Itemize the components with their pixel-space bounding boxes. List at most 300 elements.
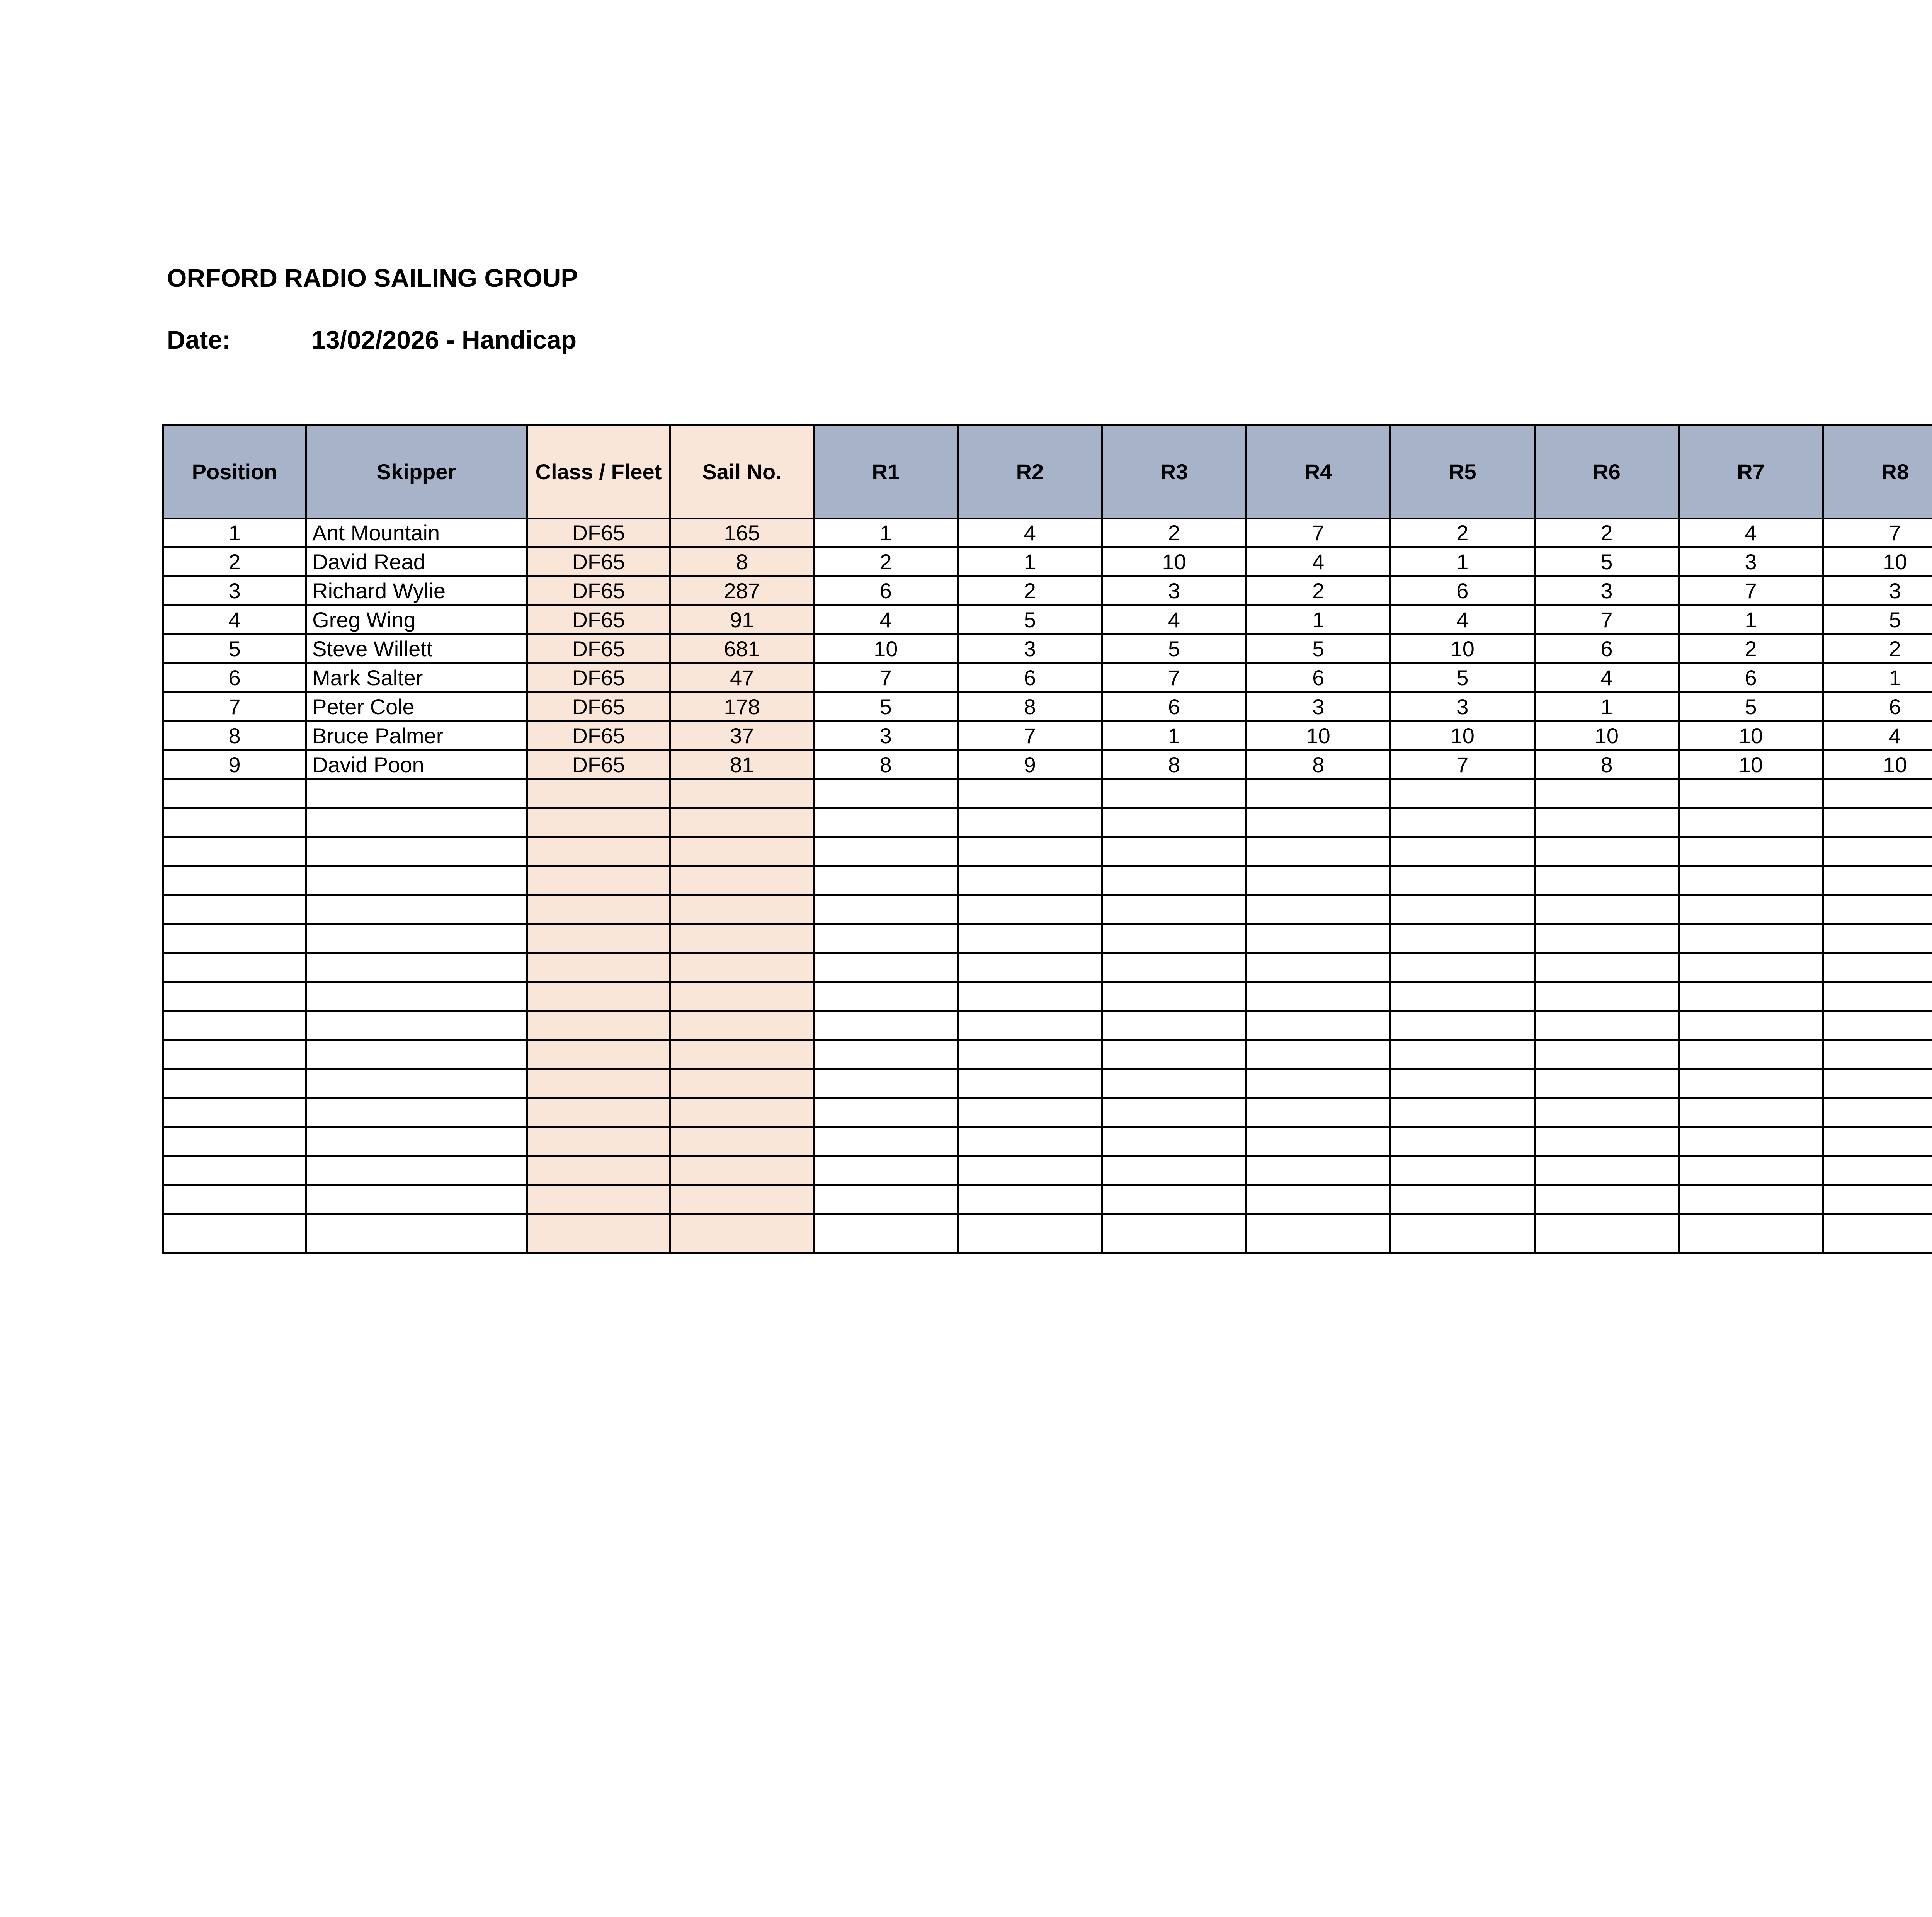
cell-r2 <box>958 780 1102 809</box>
header-r4: R4 <box>1246 426 1390 519</box>
cell-skipper <box>306 838 527 867</box>
cell-r7 <box>1679 1185 1823 1214</box>
cell-skipper <box>306 1098 527 1127</box>
cell-r2 <box>958 1011 1102 1040</box>
table-row <box>163 722 1932 751</box>
header-skipper: Skipper <box>306 426 527 519</box>
cell-r2 <box>958 1127 1102 1156</box>
cell-position <box>163 809 306 838</box>
cell-r8 <box>1823 838 1932 867</box>
cell-r3 <box>1102 1185 1246 1214</box>
table-row <box>163 780 1932 809</box>
cell-r6 <box>1534 982 1679 1011</box>
cell-r7 <box>1679 1011 1823 1040</box>
cell-r3 <box>1102 1156 1246 1185</box>
cell-position <box>163 1156 306 1185</box>
cell-r6: 8 <box>1534 751 1679 780</box>
cell-r8 <box>1823 1214 1932 1253</box>
table-row <box>163 1185 1932 1214</box>
cell-r2: 8 <box>958 693 1102 722</box>
cell-r5 <box>1390 809 1534 838</box>
cell-r3 <box>1102 867 1246 896</box>
cell-r2: 9 <box>958 751 1102 780</box>
cell-sail-no <box>670 1185 814 1214</box>
cell-position <box>163 1185 306 1214</box>
cell-r4: 2 <box>1246 577 1390 606</box>
cell-skipper: Ant Mountain <box>306 519 527 548</box>
cell-r3 <box>1102 924 1246 953</box>
cell-r5: 10 <box>1390 722 1534 751</box>
cell-r6: 6 <box>1534 635 1679 664</box>
cell-skipper <box>306 1040 527 1069</box>
cell-r4 <box>1246 1214 1390 1253</box>
cell-skipper: Peter Cole <box>306 693 527 722</box>
cell-r1 <box>814 780 958 809</box>
cell-sail-no <box>670 809 814 838</box>
cell-r3 <box>1102 1069 1246 1098</box>
cell-skipper: Steve Willett <box>306 635 527 664</box>
cell-skipper <box>306 1185 527 1214</box>
cell-r3 <box>1102 780 1246 809</box>
cell-r6 <box>1534 1011 1679 1040</box>
cell-r5 <box>1390 1156 1534 1185</box>
cell-r3 <box>1102 953 1246 982</box>
cell-position <box>163 867 306 896</box>
cell-r4 <box>1246 780 1390 809</box>
cell-sail-no <box>670 780 814 809</box>
cell-r5 <box>1390 924 1534 953</box>
cell-r7 <box>1679 924 1823 953</box>
cell-position <box>163 1040 306 1069</box>
table-row <box>163 519 1932 548</box>
cell-position: 9 <box>163 751 306 780</box>
table-header-row <box>163 426 1932 519</box>
cell-r5 <box>1390 982 1534 1011</box>
cell-r5 <box>1390 1098 1534 1127</box>
cell-r7 <box>1679 1127 1823 1156</box>
cell-r2: 2 <box>958 577 1102 606</box>
cell-r5: 2 <box>1390 519 1534 548</box>
cell-class-fleet <box>527 1127 670 1156</box>
cell-sail-no <box>670 1011 814 1040</box>
cell-r7: 7 <box>1679 577 1823 606</box>
cell-skipper: Greg Wing <box>306 606 527 635</box>
cell-class-fleet: DF65 <box>527 548 670 577</box>
cell-skipper: Richard Wylie <box>306 577 527 606</box>
cell-r4 <box>1246 1185 1390 1214</box>
cell-r4 <box>1246 809 1390 838</box>
cell-sail-no <box>670 896 814 924</box>
cell-r8: 4 <box>1823 722 1932 751</box>
cell-sail-no: 681 <box>670 635 814 664</box>
cell-r2 <box>958 1156 1102 1185</box>
cell-r4: 4 <box>1246 548 1390 577</box>
cell-r5 <box>1390 867 1534 896</box>
cell-r2 <box>958 1040 1102 1069</box>
cell-skipper <box>306 1156 527 1185</box>
table-row <box>163 606 1932 635</box>
table-row <box>163 664 1932 693</box>
cell-skipper: David Read <box>306 548 527 577</box>
cell-r1: 6 <box>814 577 958 606</box>
cell-r1 <box>814 924 958 953</box>
cell-r6: 4 <box>1534 664 1679 693</box>
cell-r3 <box>1102 1011 1246 1040</box>
cell-position <box>163 953 306 982</box>
cell-r6: 1 <box>1534 693 1679 722</box>
cell-r5 <box>1390 1127 1534 1156</box>
cell-r4 <box>1246 1069 1390 1098</box>
header-r7: R7 <box>1679 426 1823 519</box>
cell-r4 <box>1246 867 1390 896</box>
cell-r4: 6 <box>1246 664 1390 693</box>
cell-class-fleet: DF65 <box>527 519 670 548</box>
cell-sail-no <box>670 924 814 953</box>
table-row <box>163 953 1932 982</box>
cell-r1: 4 <box>814 606 958 635</box>
cell-r2: 5 <box>958 606 1102 635</box>
cell-r7: 2 <box>1679 635 1823 664</box>
cell-r7 <box>1679 982 1823 1011</box>
cell-r8 <box>1823 982 1932 1011</box>
cell-r3 <box>1102 809 1246 838</box>
cell-r7 <box>1679 1098 1823 1127</box>
cell-r4 <box>1246 924 1390 953</box>
cell-r1 <box>814 1156 958 1185</box>
cell-r1 <box>814 1098 958 1127</box>
cell-r1 <box>814 1011 958 1040</box>
cell-r1: 1 <box>814 519 958 548</box>
cell-skipper: David Poon <box>306 751 527 780</box>
cell-class-fleet <box>527 780 670 809</box>
cell-r3 <box>1102 1098 1246 1127</box>
table-row <box>163 809 1932 838</box>
cell-r8 <box>1823 1069 1932 1098</box>
cell-skipper: Bruce Palmer <box>306 722 527 751</box>
cell-skipper <box>306 780 527 809</box>
cell-r3 <box>1102 1214 1246 1253</box>
cell-class-fleet: DF65 <box>527 693 670 722</box>
cell-skipper <box>306 896 527 924</box>
cell-class-fleet <box>527 1011 670 1040</box>
cell-r6: 10 <box>1534 722 1679 751</box>
cell-r5 <box>1390 1214 1534 1253</box>
cell-class-fleet <box>527 982 670 1011</box>
cell-r1 <box>814 809 958 838</box>
cell-r5: 1 <box>1390 548 1534 577</box>
cell-r8: 3 <box>1823 577 1932 606</box>
cell-r8 <box>1823 809 1932 838</box>
cell-r2: 3 <box>958 635 1102 664</box>
table-row <box>163 1040 1932 1069</box>
cell-sail-no: 37 <box>670 722 814 751</box>
cell-sail-no: 47 <box>670 664 814 693</box>
table-row <box>163 1098 1932 1127</box>
cell-r8: 10 <box>1823 548 1932 577</box>
cell-class-fleet <box>527 867 670 896</box>
cell-position: 1 <box>163 519 306 548</box>
cell-r7 <box>1679 780 1823 809</box>
cell-r2 <box>958 1069 1102 1098</box>
header-class-fleet: Class / Fleet <box>527 426 670 519</box>
cell-skipper <box>306 1127 527 1156</box>
cell-r8 <box>1823 1185 1932 1214</box>
cell-r3: 7 <box>1102 664 1246 693</box>
cell-r4: 8 <box>1246 751 1390 780</box>
cell-skipper <box>306 982 527 1011</box>
cell-r2 <box>958 1214 1102 1253</box>
cell-r3 <box>1102 1127 1246 1156</box>
cell-sail-no <box>670 1069 814 1098</box>
cell-r7 <box>1679 1069 1823 1098</box>
cell-position <box>163 1069 306 1098</box>
cell-r5: 7 <box>1390 751 1534 780</box>
header-r3: R3 <box>1102 426 1246 519</box>
cell-r7 <box>1679 896 1823 924</box>
cell-r4: 10 <box>1246 722 1390 751</box>
cell-position <box>163 1214 306 1253</box>
header-r2: R2 <box>958 426 1102 519</box>
cell-class-fleet <box>527 953 670 982</box>
cell-r8 <box>1823 924 1932 953</box>
cell-r2 <box>958 867 1102 896</box>
cell-skipper <box>306 1069 527 1098</box>
cell-r1 <box>814 1214 958 1253</box>
cell-r2 <box>958 953 1102 982</box>
cell-r5 <box>1390 1011 1534 1040</box>
cell-r3: 10 <box>1102 548 1246 577</box>
header-r6: R6 <box>1534 426 1679 519</box>
cell-r1 <box>814 1127 958 1156</box>
cell-r5 <box>1390 780 1534 809</box>
cell-r1 <box>814 953 958 982</box>
cell-r1: 5 <box>814 693 958 722</box>
cell-skipper <box>306 953 527 982</box>
table-row <box>163 1069 1932 1098</box>
cell-r8 <box>1823 1098 1932 1127</box>
table-row <box>163 577 1932 606</box>
cell-r1 <box>814 896 958 924</box>
table-row <box>163 1127 1932 1156</box>
cell-r4 <box>1246 1040 1390 1069</box>
cell-r1 <box>814 838 958 867</box>
cell-r7 <box>1679 809 1823 838</box>
cell-sail-no <box>670 1127 814 1156</box>
cell-r1: 7 <box>814 664 958 693</box>
cell-skipper <box>306 809 527 838</box>
cell-r4 <box>1246 1011 1390 1040</box>
cell-r7: 10 <box>1679 722 1823 751</box>
cell-r1 <box>814 1185 958 1214</box>
cell-r7 <box>1679 867 1823 896</box>
cell-r2: 1 <box>958 548 1102 577</box>
cell-r6: 2 <box>1534 519 1679 548</box>
table-row <box>163 548 1932 577</box>
cell-r1: 10 <box>814 635 958 664</box>
cell-position <box>163 1011 306 1040</box>
cell-r8 <box>1823 1040 1932 1069</box>
cell-r6 <box>1534 1214 1679 1253</box>
cell-class-fleet: DF65 <box>527 751 670 780</box>
cell-r1: 3 <box>814 722 958 751</box>
cell-r7: 4 <box>1679 519 1823 548</box>
cell-r5: 4 <box>1390 606 1534 635</box>
cell-class-fleet <box>527 1040 670 1069</box>
cell-r7: 3 <box>1679 548 1823 577</box>
cell-r2: 4 <box>958 519 1102 548</box>
cell-r8: 1 <box>1823 664 1932 693</box>
cell-r1 <box>814 867 958 896</box>
cell-r2: 7 <box>958 722 1102 751</box>
cell-position <box>163 924 306 953</box>
cell-position: 4 <box>163 606 306 635</box>
cell-sail-no <box>670 953 814 982</box>
table-row <box>163 1214 1932 1253</box>
cell-r5: 10 <box>1390 635 1534 664</box>
cell-r2 <box>958 924 1102 953</box>
cell-position <box>163 1098 306 1127</box>
header-r8: R8 <box>1823 426 1932 519</box>
cell-r8: 10 <box>1823 751 1932 780</box>
cell-r2 <box>958 1185 1102 1214</box>
cell-position <box>163 1127 306 1156</box>
cell-r5 <box>1390 1040 1534 1069</box>
cell-r8 <box>1823 953 1932 982</box>
table-row <box>163 982 1932 1011</box>
cell-r2: 6 <box>958 664 1102 693</box>
cell-class-fleet: DF65 <box>527 722 670 751</box>
cell-r6: 5 <box>1534 548 1679 577</box>
page-title: ORFORD RADIO SAILING GROUP <box>167 264 578 292</box>
cell-r2 <box>958 896 1102 924</box>
cell-sail-no <box>670 1214 814 1253</box>
cell-r4: 7 <box>1246 519 1390 548</box>
cell-r8 <box>1823 780 1932 809</box>
cell-r8 <box>1823 1156 1932 1185</box>
cell-r7 <box>1679 838 1823 867</box>
cell-sail-no <box>670 1040 814 1069</box>
cell-r3 <box>1102 1040 1246 1069</box>
cell-r5 <box>1390 953 1534 982</box>
cell-r8 <box>1823 867 1932 896</box>
cell-r1 <box>814 1040 958 1069</box>
cell-r6: 7 <box>1534 606 1679 635</box>
cell-r4 <box>1246 838 1390 867</box>
cell-r5 <box>1390 1069 1534 1098</box>
cell-class-fleet <box>527 1185 670 1214</box>
cell-r3: 5 <box>1102 635 1246 664</box>
cell-r4: 5 <box>1246 635 1390 664</box>
cell-skipper <box>306 1011 527 1040</box>
date-value: 13/02/2026 - Handicap <box>311 325 577 354</box>
header-sail-no: Sail No. <box>670 426 814 519</box>
cell-r8 <box>1823 896 1932 924</box>
header-position: Position <box>163 426 306 519</box>
cell-sail-no: 81 <box>670 751 814 780</box>
cell-r1 <box>814 1069 958 1098</box>
cell-position <box>163 982 306 1011</box>
cell-position: 6 <box>163 664 306 693</box>
cell-r4 <box>1246 1156 1390 1185</box>
cell-r8 <box>1823 1011 1932 1040</box>
cell-r4 <box>1246 1127 1390 1156</box>
table-row <box>163 1156 1932 1185</box>
cell-r3: 8 <box>1102 751 1246 780</box>
cell-r3: 4 <box>1102 606 1246 635</box>
cell-r7 <box>1679 953 1823 982</box>
cell-r8: 6 <box>1823 693 1932 722</box>
cell-class-fleet: DF65 <box>527 635 670 664</box>
cell-r4 <box>1246 1098 1390 1127</box>
table-row <box>163 838 1932 867</box>
cell-r7 <box>1679 1040 1823 1069</box>
cell-r1 <box>814 982 958 1011</box>
table-row <box>163 635 1932 664</box>
cell-position: 8 <box>163 722 306 751</box>
cell-sail-no: 287 <box>670 577 814 606</box>
cell-r6 <box>1534 809 1679 838</box>
cell-r6 <box>1534 1127 1679 1156</box>
cell-sail-no <box>670 838 814 867</box>
cell-position: 3 <box>163 577 306 606</box>
cell-r5: 3 <box>1390 693 1534 722</box>
cell-class-fleet <box>527 1156 670 1185</box>
cell-r7: 5 <box>1679 693 1823 722</box>
cell-sail-no: 8 <box>670 548 814 577</box>
cell-skipper <box>306 867 527 896</box>
cell-class-fleet <box>527 1214 670 1253</box>
cell-r8: 5 <box>1823 606 1932 635</box>
table-row <box>163 896 1932 924</box>
cell-skipper: Mark Salter <box>306 664 527 693</box>
table-row <box>163 867 1932 896</box>
cell-r4 <box>1246 953 1390 982</box>
cell-r2 <box>958 809 1102 838</box>
cell-r3: 2 <box>1102 519 1246 548</box>
cell-sail-no <box>670 982 814 1011</box>
cell-class-fleet: DF65 <box>527 606 670 635</box>
table-row <box>163 693 1932 722</box>
header-r1: R1 <box>814 426 958 519</box>
cell-r4 <box>1246 896 1390 924</box>
date-label: Date: <box>167 325 231 354</box>
cell-position <box>163 780 306 809</box>
cell-r4: 3 <box>1246 693 1390 722</box>
cell-class-fleet <box>527 896 670 924</box>
table-row <box>163 924 1932 953</box>
cell-skipper <box>306 1214 527 1253</box>
header-r5: R5 <box>1390 426 1534 519</box>
cell-class-fleet <box>527 924 670 953</box>
cell-r2 <box>958 1098 1102 1127</box>
cell-r6 <box>1534 1040 1679 1069</box>
cell-r8: 7 <box>1823 519 1932 548</box>
cell-r6: 3 <box>1534 577 1679 606</box>
cell-position <box>163 838 306 867</box>
cell-r6 <box>1534 838 1679 867</box>
cell-r3: 3 <box>1102 577 1246 606</box>
cell-r7: 10 <box>1679 751 1823 780</box>
cell-sail-no <box>670 867 814 896</box>
cell-r8 <box>1823 1127 1932 1156</box>
cell-r5 <box>1390 896 1534 924</box>
cell-r6 <box>1534 896 1679 924</box>
cell-position: 2 <box>163 548 306 577</box>
cell-r3 <box>1102 896 1246 924</box>
cell-position: 5 <box>163 635 306 664</box>
cell-sail-no: 178 <box>670 693 814 722</box>
cell-r6 <box>1534 953 1679 982</box>
